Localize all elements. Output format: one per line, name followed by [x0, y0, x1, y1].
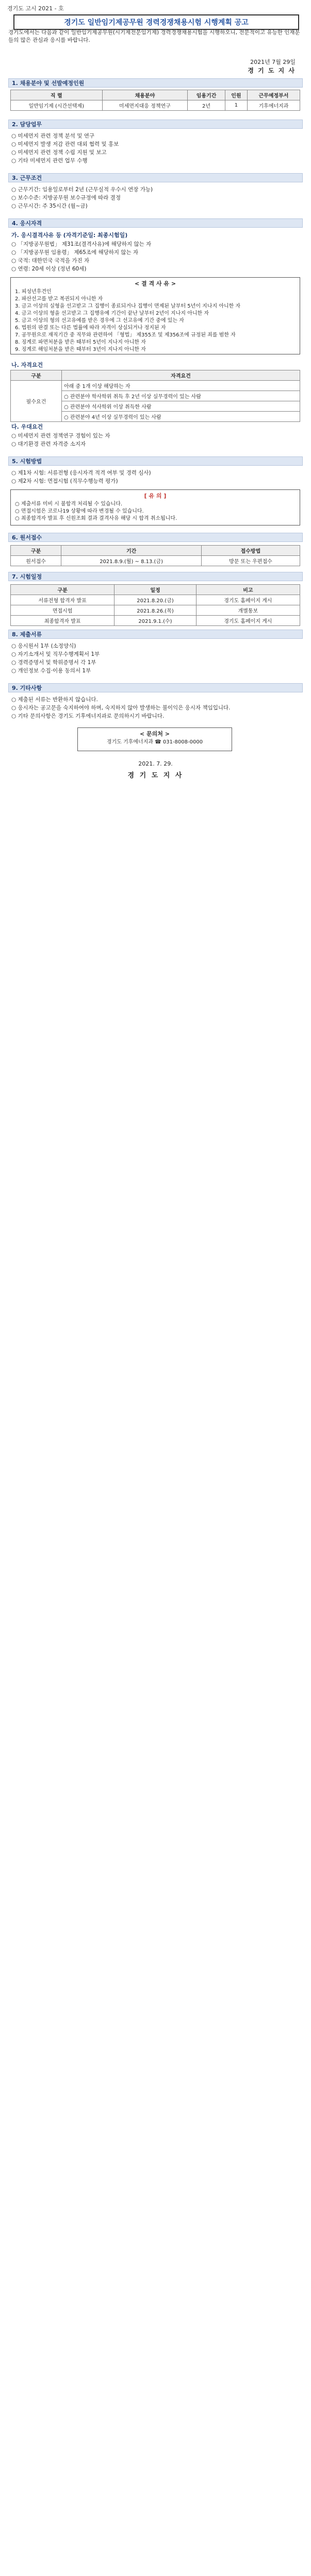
list-item: ○ 미세먼지 관련 정책 수립 지원 및 보고: [11, 149, 107, 156]
box-title: [ 유 의 ]: [144, 493, 167, 499]
col-header: 구분: [11, 370, 62, 381]
table-cell: 기후에너지과: [247, 100, 300, 111]
list-item: 3. 금고 이상의 실형을 선고받고 그 집행이 종료되거나 집행이 면제된 날부터 5년이 지나지 아니한 자: [15, 303, 241, 309]
table-cell: 1: [225, 100, 247, 111]
list-item: 9. 징계로 해임처분을 받은 때부터 3년이 지나지 아니한 자: [15, 347, 146, 352]
table-cell: 최종합격자 발표: [11, 616, 114, 626]
table-cell: 경기도 홈페이지 게시: [196, 595, 300, 605]
eligibility-list: [11, 240, 300, 273]
list-item: ○ 근무시간: 주 35시간 (월~금): [11, 203, 88, 209]
eligibility-rule: 가. 응시결격사유 등 (자격기준일: 최종시험일): [11, 232, 128, 239]
col-header: 접수방법: [202, 546, 300, 556]
list-item: ○ 미세먼지 관련 정책연구 경험이 있는 자: [11, 433, 110, 439]
list-item: ○ 자기소개서 및 직무수행계획서 1부: [11, 651, 100, 657]
table-cell: 서류전형 합격자 발표: [11, 595, 114, 605]
list-item: ○ 「지방공무원 임용령」 제65조에 해당하지 않는 자: [11, 249, 139, 256]
disqualification-box: [10, 277, 300, 354]
table-cell: 2021.9.1.(수): [114, 616, 196, 626]
table-cell: 경기도 홈페이지 게시: [196, 616, 300, 626]
list-item: ○ 국적: 대한민국 국적을 가진 자: [11, 258, 90, 264]
list-item: ○ 개인정보 수집·이용 동의서 1부: [11, 668, 91, 674]
list-item: 4. 금고 이상의 형을 선고받고 그 집행유예 기간이 끝난 날부터 2년이 지나지 아니한 자: [15, 311, 209, 316]
table-cell: 방문 또는 우편접수: [202, 556, 300, 566]
table-cell: ○ 관련분야 학사학위 취득 후 2년 이상 실무경력이 있는 사람: [62, 391, 300, 401]
list-item: ○ 응시자는 공고문을 숙지하여야 하며, 숙지하지 않아 발생하는 불이익은 응시자 책임입니다.: [11, 705, 231, 711]
preference-title: 다. 우대요건: [11, 423, 43, 430]
box-title: < 문의처 >: [140, 731, 170, 737]
table-cell: 2021.8.20.(금): [114, 595, 196, 605]
box-body: [11, 500, 300, 523]
col-header: 구분: [11, 585, 114, 595]
col-header: 채용분야: [102, 90, 188, 100]
list-item: ○ 보수수준: 지방공무원 보수규정에 따라 결정: [11, 195, 121, 201]
col-header: 임용기간: [188, 90, 225, 100]
notice-date: 2021년 7월 29일: [250, 59, 296, 65]
section-6-heading: 6. 원서접수: [8, 533, 303, 542]
box-body: [11, 287, 300, 354]
table-cell: 필수요건: [11, 381, 62, 422]
list-item: 7. 공무원으로 재직기간 중 직무와 관련하여 「형법」 제355조 및 제356조에 규정된 죄를 범한 자: [15, 332, 236, 338]
table-cell: 미세먼지대응 정책연구: [102, 100, 188, 111]
footer-org: 경 기 도 지 사: [127, 772, 184, 779]
list-item: ○ 면접시험은 코로나19 상황에 따라 변경될 수 있습니다.: [15, 509, 144, 514]
section-7-heading: 7. 시험일정: [8, 572, 303, 581]
notice-org: 경 기 도 지 사: [248, 67, 296, 74]
intro-text: 경기도에서는 다음과 같이 일반임기제공무원(시기제전문임기제) 경력경쟁채용시험을 시행하오니, 전문적이고 유능한 인재분들의 많은 관심과 응시를 바랍니다.: [8, 29, 300, 43]
application-table: [10, 545, 300, 566]
conditions-list: [11, 185, 300, 210]
recruit-table: [10, 90, 300, 111]
list-item: ○ 기타 미세먼지 관련 업무 수행: [11, 158, 88, 164]
list-item: ○ 제2차 시험: 면접시험 (직무수행능력 평가): [11, 478, 118, 484]
section-2-heading: 2. 담당업무: [8, 120, 303, 129]
col-header: 자격요건: [62, 370, 300, 381]
exam-method-list: [11, 469, 300, 485]
qualification-title: 나. 자격요건: [11, 362, 43, 368]
list-item: 6. 법원의 판결 또는 다른 법률에 따라 자격이 상실되거나 정지된 자: [15, 325, 166, 331]
qualification-table: [10, 370, 300, 422]
list-item: 1. 피성년후견인: [15, 289, 52, 295]
col-header: 근무예정부서: [247, 90, 300, 100]
col-header: 인원: [225, 90, 247, 100]
list-item: 2. 파산선고를 받고 복권되지 아니한 자: [15, 296, 103, 302]
footer-date: 2021. 7. 29.: [138, 760, 173, 767]
table-cell: 2021.8.9.(월) ~ 8.13.(금): [61, 556, 202, 566]
table-cell: 개별통보: [196, 605, 300, 616]
table-cell: 일반임기제 (시간선택제): [11, 100, 103, 111]
list-item: ○ 대기환경 관련 자격증 소지자: [11, 441, 86, 447]
section-3-heading: 3. 근무조건: [8, 173, 303, 182]
list-item: ○ 응시원서 1부 (소정양식): [11, 643, 76, 649]
list-item: ○ 최종합격자 발표 후 신원조회 결과 결격사유 해당 시 합격 취소됩니다.: [15, 516, 177, 521]
list-item: 8. 징계로 파면처분을 받은 때부터 5년이 지나지 아니한 자: [15, 340, 146, 345]
list-item: ○ 기타 문의사항은 경기도 기후에너지과로 문의하시기 바랍니다.: [11, 713, 165, 719]
caution-box: [10, 489, 300, 526]
documents-list: [11, 642, 300, 675]
col-header: 일정: [114, 585, 196, 595]
list-item: ○ 제1차 시험: 서류전형 (응시자격 적격 여부 및 경력 심사): [11, 470, 151, 476]
list-item: 5. 금고 이상의 형의 선고유예를 받은 경우에 그 선고유예 기간 중에 있는 자: [15, 318, 184, 324]
col-header: 기간: [61, 546, 202, 556]
table-cell: ○ 관련분야 석사학위 이상 취득한 사람: [62, 401, 300, 412]
table-cell: 2년: [188, 100, 225, 111]
list-item: ○ 제출서류 미비 시 불합격 처리될 수 있습니다.: [15, 501, 123, 507]
section-9-heading: 9. 기타사항: [8, 683, 303, 692]
table-cell: 면접시험: [11, 605, 114, 616]
col-header: 구분: [11, 546, 61, 556]
list-item: ○ 미세먼지 발생 저감 관련 대외 협력 및 홍보: [11, 141, 119, 147]
duties-list: [11, 132, 300, 165]
schedule-table: [10, 584, 300, 626]
page-title: 경기도 일반임기제공무원 경력경쟁채용시험 시행계획 공고: [64, 19, 249, 27]
contact-text: 경기도 기후에너지과 ☎ 031-8008-0000: [106, 739, 203, 745]
section-4-heading: 4. 응시자격: [8, 218, 303, 228]
section-8-heading: 8. 제출서류: [8, 630, 303, 639]
list-item: ○ 「지방공무원법」 제31조(결격사유)에 해당하지 않는 자: [11, 241, 152, 247]
title-box: [13, 14, 299, 30]
col-header: 비고: [196, 585, 300, 595]
list-item: ○ 미세먼지 관련 정책 분석 및 연구: [11, 133, 95, 139]
table-cell: 원서접수: [11, 556, 61, 566]
list-item: ○ 연령: 20세 이상 (정년 60세): [11, 266, 87, 272]
list-item: ○ 경력증명서 및 학위증명서 각 1부: [11, 659, 96, 666]
section-5-heading: 5. 시험방법: [8, 456, 303, 466]
contact-box: [77, 727, 232, 751]
table-cell: 2021.8.26.(목): [114, 605, 196, 616]
notice-number: 경기도 고시 2021 - 호: [7, 5, 64, 12]
list-item: ○ 제출된 서류는 반환하지 않습니다.: [11, 697, 98, 703]
list-item: ○ 근무기간: 임용일로부터 2년 (근무실적 우수시 연장 가능): [11, 187, 153, 193]
box-title: < 결 격 사 유 >: [134, 280, 176, 287]
table-cell: 아래 중 1개 이상 해당하는 자: [62, 381, 300, 391]
col-header: 직 렬: [11, 90, 103, 100]
preference-list: [11, 432, 300, 448]
table-cell: ○ 관련분야 4년 이상 실무경력이 있는 사람: [62, 412, 300, 422]
misc-list: [11, 696, 300, 720]
section-1-heading: 1. 채용분야 및 선발예정인원: [8, 78, 303, 88]
